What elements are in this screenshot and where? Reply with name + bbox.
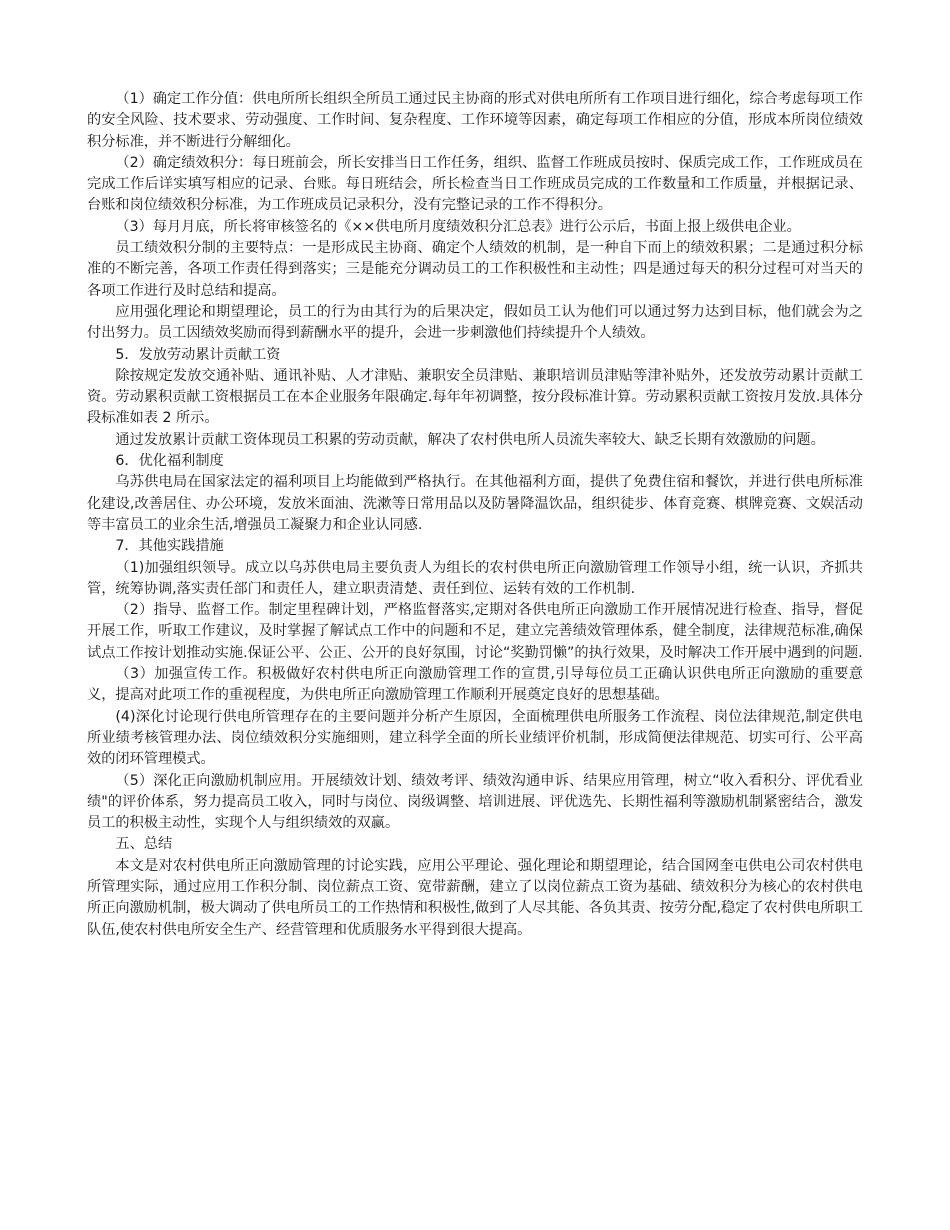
paragraph-summary: 本文是对农村供电所正向激励管理的讨论实践，应用公平理论、强化理论和期望理论，结合国网奎屯供电公司农村供电所管理实际，通过应用工作积分制、岗位薪点工资、宽带薪酬，建立了以岗位薪点工资为基础、绩效积分为核心的农村供电所正向激励机制，极大调动了供电所员工的工作热情和积极性,做到了人尽其能、各负其责、按劳分配,稳定了农村供电所职工队伍,使农村供电所安全生产、经营管理和优质服务水平得到很大提高。	[87, 857, 863, 938]
section-heading-7: 7．其他实践措施	[115, 538, 224, 555]
paragraph-points-features: 员工绩效积分制的主要特点：一是形成民主协商、确定个人绩效的机制，是一种自下而上的绩效积累；二是通过积分标准的不断完善，各项工作责任得到落实；三是能充分调动员工的工作积极性和主动性；四是通过每天的积分过程可对当天的各项工作进行及时总结和提高。	[87, 240, 863, 299]
section-heading-summary: 五、总结	[115, 836, 173, 853]
paragraph-measure-1: （1)加强组织领导。成立以乌苏供电局主要负责人为组长的农村供电所正向激励管理工作领导小组，统一认识，齐抓共管，统筹协调,落实责任部门和责任人，建立职责清楚、责任到位、运转有效的工作机制.	[87, 559, 863, 597]
paragraph-measure-2: （2）指导、监督工作。制定里程碑计划，严格监督落实,定期对各供电所正向激励工作开展情况进行检查、指导，督促开展工作，听取工作建议，及时掌握了解试点工作中的问题和不足，建立完善绩效管理体系，健全制度，法律规范标准,确保试点工作按计划推动实施.保证公平、公正、公开的良好氛围，讨论“奖勤罚懒”的执行效果，及时解决工作开展中遇到的问题.	[87, 602, 863, 661]
paragraph-welfare: 乌苏供电局在国家法定的福利项目上均能做到严格执行。在其他福利方面，提供了免费住宿和餐饮，并进行供电所标准化建设,改善居住、办公环境，发放米面油、洗漱等日常用品以及防暑降温饮品，组织徒步、体育竞赛、棋牌竞赛、文娱活动等丰富员工的业余生活,增强员工凝聚力和企业认同感.	[87, 474, 863, 533]
paragraph-contribution-effect: 通过发放累计贡献工资体现员工积累的劳动贡献，解决了农村供电所人员流失率较大、缺乏长期有效激励的问题。	[115, 431, 825, 448]
paragraph-contribution-wage: 除按规定发放交通补贴、通讯补贴、人才津贴、兼职安全员津贴、兼职培训员津贴等津补贴外，还发放劳动累计贡献工资。劳动累积贡献工资根据员工在本企业服务年限确定.每年年初调整，按分段标准计算。劳动累积贡献工资按月发放.具体分段标准如表 2 所示。	[87, 367, 863, 427]
paragraph-monthly-summary: （3）每月月底，所长将审核签名的《××供电所月度绩效积分汇总表》进行公示后，书面上报上级供电企业。	[115, 218, 801, 235]
paragraph-expectancy-theory: 应用强化理论和期望理论，员工的行为由其行为的后果决定，假如员工认为他们可以通过努力达到目标，他们就会为之付出努力。员工因绩效奖励而得到薪酬水平的提升，会进一步刺激他们持续提升个人绩效。	[87, 303, 863, 342]
paragraph-measure-3: （3）加强宣传工作。积极做好农村供电所正向激励管理工作的宣贯,引导每位员工正确认识供电所正向激励的重要意义，提高对此项工作的重视程度，为供电所正向激励管理工作顺利开展奠定良好的思想基础。	[87, 666, 863, 704]
section-heading-5: 5．发放劳动累计贡献工资	[115, 346, 281, 363]
paragraph-measure-4: (4)深化讨论现行供电所管理存在的主要问题并分析产生原因，全面梳理供电所服务工作流程、岗位法律规范,制定供电所业绩考核管理办法、岗位绩效积分实施细则，建立科学全面的所长业绩评价机制，形成简便法律规范、切实可行、公平高效的闭环管理模式。	[87, 708, 863, 768]
paragraph-measure-5: （5）深化正向激励机制应用。开展绩效计划、绩效考评、绩效沟通申诉、结果应用管理，树立“收入看积分、评优看业绩"的评价体系，努力提高员工收入，同时与岗位、岗级调整、培训进展、评优选先、长期性福利等激励机制紧密结合，激发员工的积极主动性，实现个人与组织绩效的双赢。	[87, 772, 863, 832]
paragraph-determine-performance-points: （2）确定绩效积分：每日班前会，所长安排当日工作任务，组织、监督工作班成员按时、保质完成工作，工作班成员在完成工作后详实填写相应的记录、台账。每日班结会，所长检查当日工作班成员完成的工作数量和工作质量，并根据记录、台账和岗位绩效积分标准，为工作班成员记录积分，没有完整记录的工作不得积分。	[87, 154, 863, 214]
paragraph-determine-work-score: （1）确定工作分值：供电所所长组织全所员工通过民主协商的形式对供电所所有工作项目进行细化，综合考虑每项工作的安全风险、技术要求、劳动强度、工作时间、复杂程度、工作环境等因素，确定每项工作相应的分值，形成本所岗位绩效积分标准，并不断进行分解细化。	[87, 91, 863, 150]
document-body	[87, 89, 863, 941]
section-heading-6: 6．优化福利制度	[115, 453, 224, 470]
